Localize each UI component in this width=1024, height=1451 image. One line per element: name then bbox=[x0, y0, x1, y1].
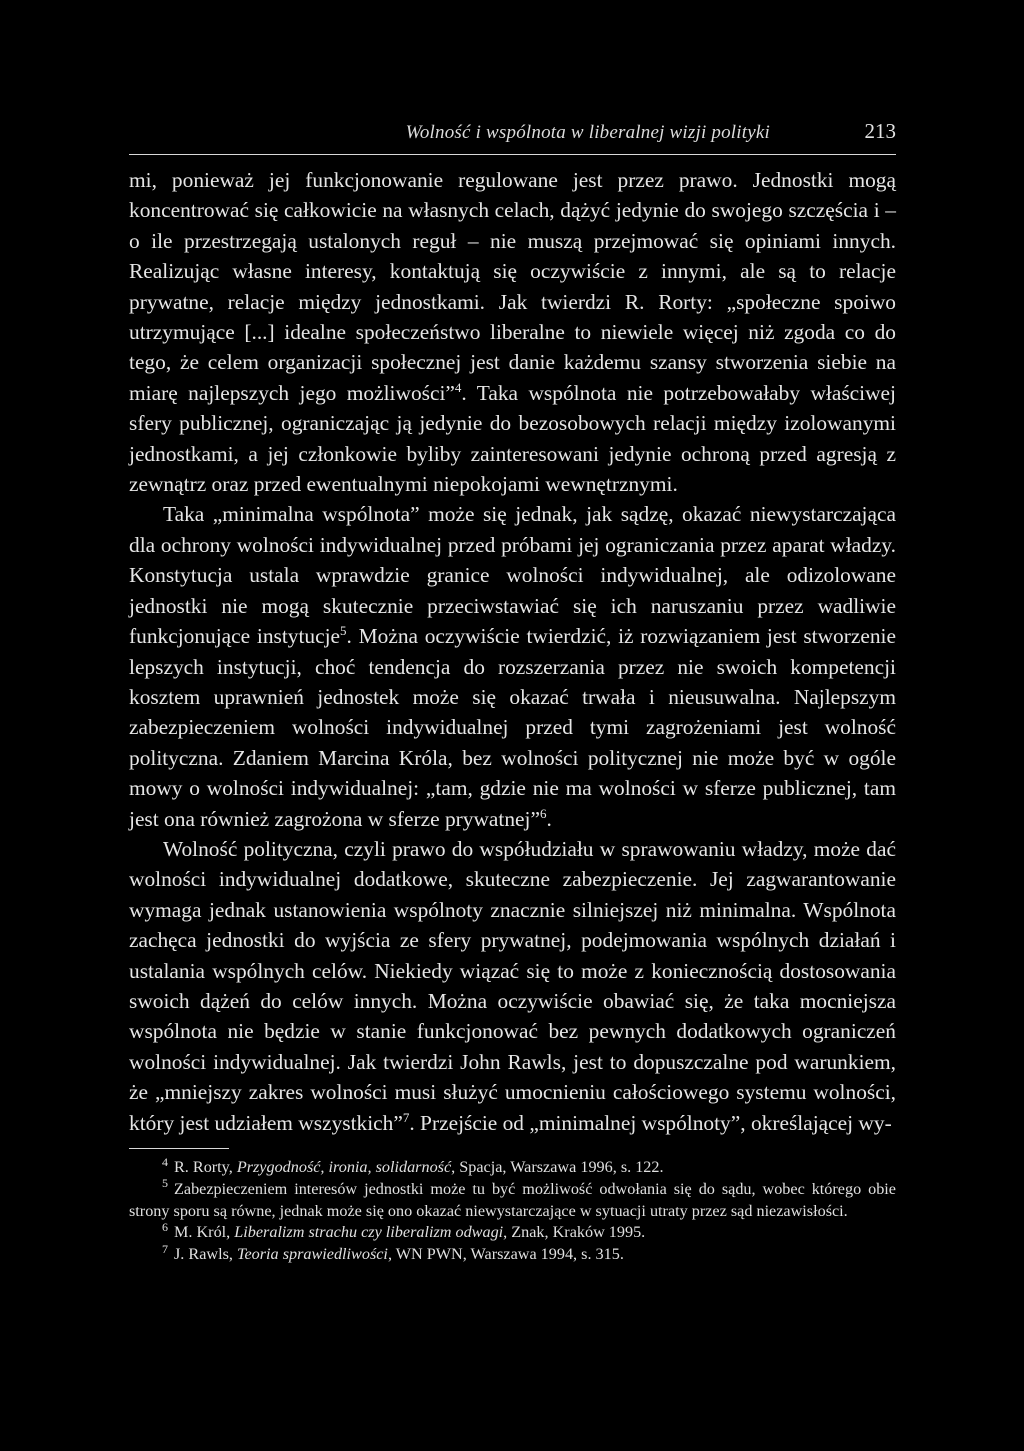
running-title: Wolność i wspólnota w liberalnej wizji polityki bbox=[405, 122, 770, 143]
paragraph-3-text-cont: . Przejście od „minimalnej wspólnoty”, określającej wy- bbox=[409, 1110, 892, 1135]
running-header bbox=[129, 118, 896, 155]
paragraph-1 bbox=[129, 165, 896, 499]
paragraph-1-text-cont: . Taka wspólnota nie potrzebowałaby właściwej sfery publicznej, ograniczając ją jedynie do bezosobowych relacji między izolowanymi jednostkami, a jej członkowie byliby zainteresowani jedynie ochroną przed agresją z zewnątrz oraz przed ewentualnymi niepokojami wewnętrznymi. bbox=[129, 380, 896, 497]
footnote-5 bbox=[129, 1176, 896, 1223]
paragraph-2-text-cont: . Można oczywiście twierdzić, iż rozwiązaniem jest stworzenie lepszych instytucji, choć tendencja do rozszerzania przez nie swoich kompetencji kosztem uprawnień jednostek może się okazać trwała i nieusuwalna. Najlepszym zabezpieczeniem wolności indywidualnej przed tymi zagrożeniami jest wolność polityczna. Zdaniem Marcina Króla, bez wolności politycznej nie może być w ogóle mowy o wolności indywidualnej: „tam, gdzie nie ma wolności w sferze publicznej, tam jest ona również zagrożona w sferze prywatnej” bbox=[129, 624, 896, 831]
footnote-ref-4: 4 bbox=[454, 379, 462, 395]
footnote-separator bbox=[129, 1148, 229, 1149]
paragraph-2-text-end: . bbox=[546, 806, 552, 831]
footnote-title: Liberalizm strachu czy liberalizm odwagi bbox=[234, 1223, 504, 1242]
footnote-7 bbox=[129, 1241, 896, 1266]
footnote-6 bbox=[129, 1222, 896, 1244]
footnote-text: R. Rorty, bbox=[174, 1158, 237, 1176]
footnote-text-cont: , Spacja, Warszawa 1996, s. 122. bbox=[451, 1158, 664, 1176]
footnote-number: 4 bbox=[162, 1154, 168, 1169]
footnote-4 bbox=[129, 1154, 896, 1179]
paragraph-3-text: Wolność polityczna, czyli prawo do współudziału w sprawowaniu władzy, może dać wolności indywidualnej dodatkowe, skuteczne zabezpieczenie. Jej zagwarantowanie wymaga jednak ustanowienia wspólnoty znacznie silniejszej niż minimalna. Wspólnota zachęca jednostki do wyjścia ze sfery prywatnej, podejmowania wspólnych działań i ustalania wspólnych celów. Niekiedy wiązać się to może z koniecznością dostosowania swoich dążeń do celów innych. Można oczywiście obawiać się, że taka mocniejsza wspólnota nie będzie w stanie funkcjonować bez pewnych dodatkowych ograniczeń wolności indywidualnej. Jak twierdzi John Rawls, jest to dopuszczalne pod warunkiem, że „mniejszy zakres wolności musi służyć umocnieniu całościowego systemu wolności, który jest udziałem wszystkich” bbox=[129, 836, 896, 1135]
book-page bbox=[129, 118, 896, 1266]
footnote-title: Przygodność, ironia, solidarność bbox=[236, 1158, 452, 1176]
paragraph-2-text: Taka „minimalna wspólnota” może się jednak, jak sądzę, okazać niewystarczająca dla ochrony wolności indywidualnej przed próbami jej ograniczania przez aparat władzy. Konstytucja ustala wprawdzie granice wolności indywidualnej, ale odizolowane jednostki nie mogą skutecznie przeciwstawiać się ich naruszaniu przez wadliwie funkcjonujące instytucje bbox=[129, 502, 896, 649]
footnote-text-cont: , Znak, Kraków 1995. bbox=[503, 1223, 646, 1242]
footnote-number: 5 bbox=[162, 1176, 168, 1191]
footnote-ref-5: 5 bbox=[340, 622, 347, 638]
footnote-number: 6 bbox=[162, 1220, 168, 1234]
footnote-ref-7: 7 bbox=[402, 1109, 410, 1125]
footnote-title: Teoria sprawiedliwości bbox=[236, 1245, 388, 1264]
footnote-text: J. Rawls, bbox=[174, 1245, 237, 1264]
paragraph-2 bbox=[129, 499, 896, 833]
footnote-text: Zabezpieczeniem interesów jednostki może tu być możliwość odwołania się do sądu, wobec którego obie strony sporu są równe, jednak może się ono okazać niewystarczające w sytuacji utraty przez sąd niezawisłości. bbox=[129, 1179, 896, 1220]
footnotes bbox=[129, 1154, 896, 1266]
page-number: 213 bbox=[864, 119, 896, 143]
paragraph-3 bbox=[129, 834, 896, 1138]
paragraph-1-text: mi, ponieważ jej funkcjonowanie regulowane jest przez prawo. Jednostki mogą koncentrować się całkowicie na własnych celach, dążyć jedynie do swojego szczęścia i – o ile przestrzegają ustalonych reguł – nie muszą przejmować się opiniami innych. Realizując własne interesy, kontaktują się oczywiście z innymi, ale są to relacje prywatne, relacje między jednostkami. Jak twierdzi R. Rorty: „społeczne spoiwo utrzymujące [...] idealne społeczeństwo liberalne to niewiele więcej niż zgoda co do tego, że celem organizacji społecznej jest danie każdemu szansy stworzenia siebie na miarę najlepszych jego możliwości” bbox=[129, 168, 896, 405]
footnote-text: M. Król, bbox=[174, 1223, 235, 1242]
main-text bbox=[129, 165, 896, 1138]
footnote-text-cont: , WN PWN, Warszawa 1994, s. 315. bbox=[387, 1245, 624, 1264]
footnote-ref-6: 6 bbox=[539, 805, 547, 821]
footnote-number: 7 bbox=[162, 1241, 168, 1256]
